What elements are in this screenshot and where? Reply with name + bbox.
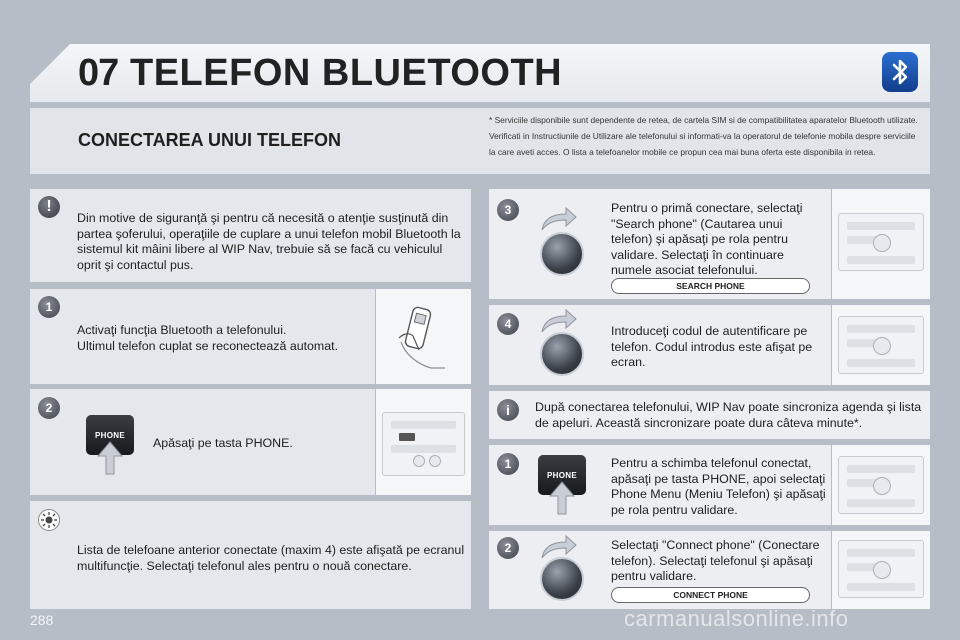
lightbulb-icon <box>38 509 60 531</box>
press-arrow-icon <box>96 440 124 476</box>
step1-badge: 1 <box>38 296 60 318</box>
scroll-wheel[interactable] <box>540 232 584 276</box>
rotate-arrow-icon <box>538 206 578 232</box>
step3-badge: 3 <box>497 199 519 221</box>
control-panel-image <box>838 213 924 271</box>
rotate-arrow-icon <box>538 534 578 560</box>
info-text: După conectarea telefonului, WIP Nav poate sincroniza agenda şi lista de apeluri. Această sincronizare poate dura câteva minute*. <box>535 400 922 430</box>
step1-line1: Activaţi funcţia Bluetooth a telefonului. <box>77 323 287 337</box>
section-title: CONECTAREA UNUI TELEFON <box>78 130 341 150</box>
connect-phone-label: CONNECT PHONE <box>611 587 810 603</box>
step3-text: Pentru o primă conectare, selectaţi "Search phone" (Cautarea unui telefon) şi apăsaţi pe rola pentru validare. Selectaţi în continuare numele asociat telefonului. <box>611 201 803 277</box>
step4-text: Introduceţi codul de autentificare pe telefon. Codul introdus este afişat pe ecran. <box>611 324 813 369</box>
control-panel-image <box>838 316 924 374</box>
warning-text: Din motive de siguranţă şi pentru că necesită o atenţie susţinută din partea şoferului, operaţiile de cuplare a unui telefon mobil Bluetooth la sistemul kit mâini libere al WIP Nav, trebuie să se facă cu vehiculul oprit şi contactul pus. <box>77 211 461 272</box>
info-icon: i <box>497 399 519 421</box>
press-arrow-icon <box>548 480 576 516</box>
control-panel-image <box>838 456 924 514</box>
scroll-wheel[interactable] <box>540 332 584 376</box>
control-panel-image <box>838 540 924 598</box>
footnote: * Serviciile disponibile sunt dependente de retea, de cartela SIM si de compatibilitatea aparatelor Bluetooth utilizate. Verificati in Instructiunile de Utilizare ale telefonului si informati-va la operatorul de telefonie mobila despre serviciile la care aveti acces. O lista a telefoanelor mobile ce propun cea mai buna oferta este disponibila in retea. <box>489 115 918 157</box>
phone-button[interactable]: PHONE <box>538 455 586 495</box>
phone-button[interactable]: PHONE <box>86 415 134 455</box>
change2-badge: 2 <box>497 537 519 559</box>
bluetooth-icon <box>882 52 918 92</box>
watermark: carmanualsonline.info <box>624 606 849 631</box>
scroll-wheel[interactable] <box>540 557 584 601</box>
step2-badge: 2 <box>38 397 60 419</box>
search-phone-label: SEARCH PHONE <box>611 278 810 294</box>
page-number: 288 <box>30 612 54 628</box>
change1-badge: 1 <box>497 453 519 475</box>
radio-unit-image <box>382 412 465 476</box>
chapter-title: TELEFON BLUETOOTH <box>130 52 563 94</box>
step2-text: Apăsaţi pe tasta PHONE. <box>153 436 293 450</box>
tip-text: Lista de telefoane anterior conectate (maxim 4) este afişată pe ecranul multifuncţie. Selectaţi telefonul ales pentru o nouă conectare. <box>77 543 465 573</box>
change1-text: Pentru a schimba telefonul conectat, apăsaţi pe tasta PHONE, apoi selectaţi Phone Menu (Meniu Telefon) şi apăsaţi pe rola pentru validare. <box>611 456 826 517</box>
step4-badge: 4 <box>497 313 519 335</box>
step1-line2: Ultimul telefon cuplat se reconectează automat. <box>77 339 339 353</box>
change2-text: Selectaţi "Connect phone" (Conectare telefon). Selectaţi telefonul şi apăsaţi pentru validare. <box>611 538 820 583</box>
warning-icon: ! <box>38 196 60 218</box>
mobile-phone-icon <box>395 302 455 372</box>
rotate-arrow-icon <box>538 308 578 334</box>
chapter-number: 07 <box>78 52 119 94</box>
